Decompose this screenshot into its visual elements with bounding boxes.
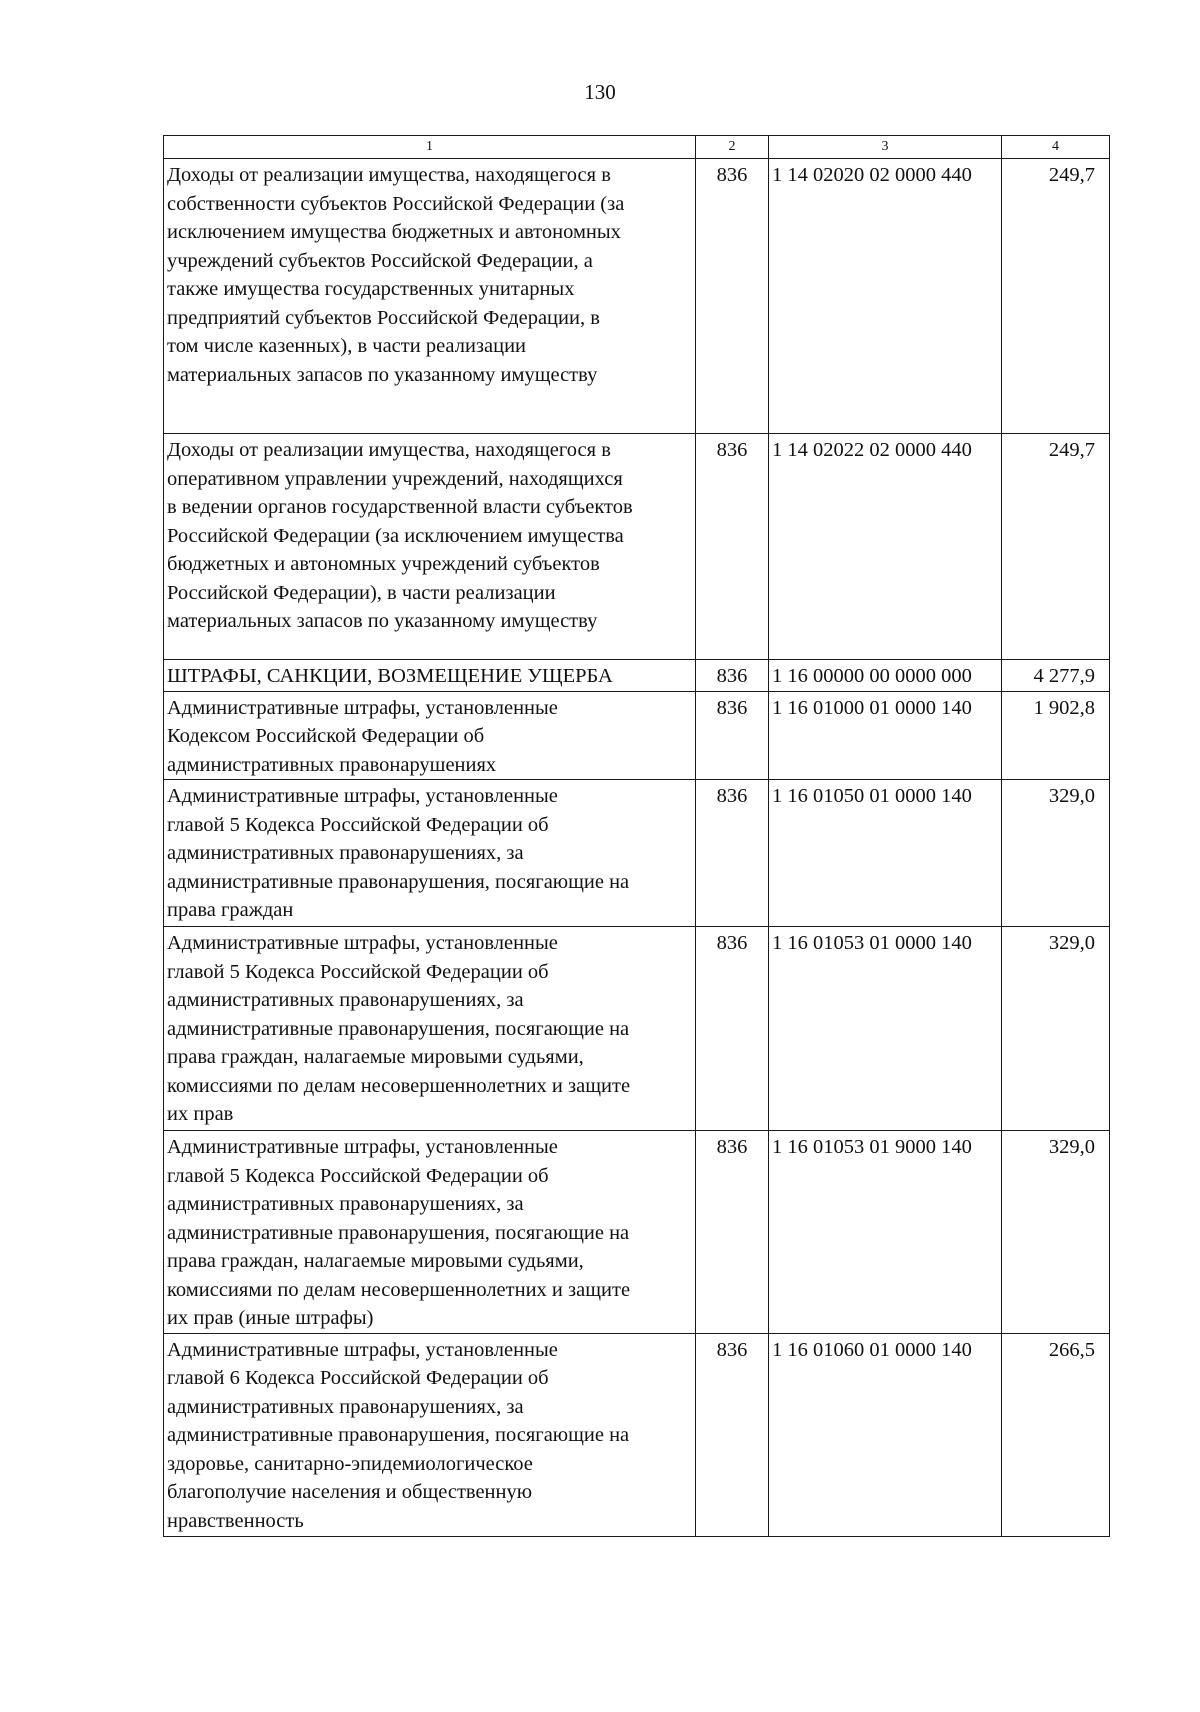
income-name-cell bbox=[164, 1333, 696, 1536]
administrator-code-cell: 836 bbox=[696, 660, 769, 692]
income-name-line: комиссиями по делам несовершеннолетних и защите bbox=[167, 1074, 631, 1097]
income-name-line: Кодексом Российской Федерации об bbox=[167, 725, 485, 747]
income-name-line: Доходы от реализации имущества, находящегося в bbox=[167, 164, 611, 186]
table-row bbox=[164, 780, 1110, 927]
income-name-line: Доходы от реализации имущества, находящегося в bbox=[167, 439, 611, 461]
income-name-line: главой 5 Кодекса Российской Федерации об bbox=[167, 960, 549, 983]
administrator-code-cell: 836 bbox=[696, 1333, 769, 1536]
administrator-code-cell: 836 bbox=[696, 780, 769, 927]
amount-cell: 266,5 bbox=[1002, 1333, 1110, 1536]
income-name-line: комиссиями по делам несовершеннолетних и защите bbox=[167, 1278, 631, 1301]
income-name-cell bbox=[164, 434, 696, 660]
income-name-line: нравственность bbox=[167, 1509, 304, 1532]
income-name-cell bbox=[164, 660, 696, 692]
administrator-code-cell: 836 bbox=[696, 691, 769, 780]
budget-classification-code-cell: 1 16 01053 01 0000 140 bbox=[769, 927, 1002, 1131]
income-name-line: благополучие населения и общественную bbox=[167, 1481, 533, 1503]
table-row bbox=[164, 691, 1110, 780]
income-name-line: оперативном управлении учреждений, находящихся bbox=[167, 467, 623, 490]
income-name-line: учреждений субъектов Российской Федерации, а bbox=[167, 249, 593, 272]
table-row bbox=[164, 660, 1110, 692]
income-name-line: исключением имущества бюджетных и автономных bbox=[167, 221, 621, 243]
income-name-line: административные правонарушения, посягающие на bbox=[167, 1424, 630, 1446]
budget-classification-code-cell: 1 16 01060 01 0000 140 bbox=[769, 1333, 1002, 1536]
income-name-line: административных правонарушениях bbox=[167, 753, 497, 776]
income-name-line: административные правонарушения, посягающие на bbox=[167, 1221, 630, 1244]
budget-classification-code-cell: 1 14 02020 02 0000 440 bbox=[769, 159, 1002, 434]
income-name-line: здоровье, санитарно-эпидемиологическое bbox=[167, 1452, 533, 1475]
income-name-line: Административные штрафы, установленные bbox=[167, 696, 558, 719]
income-name-line: административные правонарушения, посягающие на bbox=[167, 1017, 630, 1040]
income-name-line: их прав bbox=[167, 1103, 234, 1125]
income-name-line: права граждан, налагаемые мировыми судьями, bbox=[167, 1046, 584, 1068]
table-row bbox=[164, 1131, 1110, 1334]
income-name-line: бюджетных и автономных учреждений субъектов bbox=[167, 553, 600, 575]
income-name-line: права граждан bbox=[167, 899, 294, 921]
administrator-code-cell: 836 bbox=[696, 159, 769, 434]
table-row bbox=[164, 1333, 1110, 1536]
table-row bbox=[164, 927, 1110, 1131]
amount-cell: 1 902,8 bbox=[1002, 691, 1110, 780]
income-name-line: том числе казенных), в части реализации bbox=[167, 335, 527, 357]
revenue-table bbox=[163, 135, 1110, 1537]
budget-classification-code-cell: 1 16 00000 00 0000 000 bbox=[769, 660, 1002, 692]
income-name-line: Российской Федерации (за исключением имущества bbox=[167, 524, 624, 547]
income-name-line: главой 5 Кодекса Российской Федерации об bbox=[167, 813, 549, 836]
income-name-line: права граждан, налагаемые мировыми судьями, bbox=[167, 1250, 584, 1272]
income-name-line: собственности субъектов Российской Федерации (за bbox=[167, 192, 625, 215]
income-name-line: их прав (иные штрафы) bbox=[167, 1307, 374, 1329]
budget-classification-code-cell: 1 16 01000 01 0000 140 bbox=[769, 691, 1002, 780]
table-header-row bbox=[164, 136, 1110, 159]
income-name-cell bbox=[164, 927, 696, 1131]
income-name-cell bbox=[164, 691, 696, 780]
amount-cell: 249,7 bbox=[1002, 159, 1110, 434]
amount-cell: 4 277,9 bbox=[1002, 660, 1110, 692]
budget-classification-code-cell: 1 16 01050 01 0000 140 bbox=[769, 780, 1002, 927]
table-body bbox=[164, 159, 1110, 1537]
income-name-line: Административные штрафы, установленные bbox=[167, 785, 558, 807]
income-name-line: главой 6 Кодекса Российской Федерации об bbox=[167, 1367, 549, 1389]
income-name-line: в ведении органов государственной власти субъектов bbox=[167, 496, 633, 518]
income-name-cell bbox=[164, 780, 696, 927]
income-name-line: материальных запасов по указанному имуществу bbox=[167, 363, 598, 386]
table-row bbox=[164, 434, 1110, 660]
income-name-line: материальных запасов по указанному имуществу bbox=[167, 610, 598, 632]
column-header-3: 3 bbox=[769, 136, 1002, 159]
income-name-line: ШТРАФЫ, САНКЦИИ, ВОЗМЕЩЕНИЕ УЩЕРБА bbox=[167, 665, 613, 687]
amount-cell: 249,7 bbox=[1002, 434, 1110, 660]
amount-cell: 329,0 bbox=[1002, 927, 1110, 1131]
income-name-line: административных правонарушениях, за bbox=[167, 989, 524, 1011]
column-header-2: 2 bbox=[696, 136, 769, 159]
income-name-line: административные правонарушения, посягающие на bbox=[167, 870, 630, 893]
administrator-code-cell: 836 bbox=[696, 927, 769, 1131]
income-name-cell bbox=[164, 159, 696, 434]
income-name-line: Российской Федерации), в части реализации bbox=[167, 581, 556, 604]
budget-classification-code-cell: 1 16 01053 01 9000 140 bbox=[769, 1131, 1002, 1334]
income-name-line: административных правонарушениях, за bbox=[167, 842, 524, 864]
income-name-cell bbox=[164, 1131, 696, 1334]
income-name-line: главой 5 Кодекса Российской Федерации об bbox=[167, 1164, 549, 1187]
page-number: 130 bbox=[584, 80, 616, 104]
amount-cell: 329,0 bbox=[1002, 780, 1110, 927]
column-header-4: 4 bbox=[1002, 136, 1110, 159]
income-name-line: Административные штрафы, установленные bbox=[167, 1338, 558, 1361]
amount-cell: 329,0 bbox=[1002, 1131, 1110, 1334]
income-name-line: Административные штрафы, установленные bbox=[167, 1136, 558, 1158]
administrator-code-cell: 836 bbox=[696, 1131, 769, 1334]
income-name-line: также имущества государственных унитарных bbox=[167, 278, 575, 300]
income-name-line: Административные штрафы, установленные bbox=[167, 932, 558, 954]
income-name-line: административных правонарушениях, за bbox=[167, 1193, 524, 1215]
income-name-line: административных правонарушениях, за bbox=[167, 1395, 524, 1418]
administrator-code-cell: 836 bbox=[696, 434, 769, 660]
table-row bbox=[164, 159, 1110, 434]
budget-classification-code-cell: 1 14 02022 02 0000 440 bbox=[769, 434, 1002, 660]
income-name-line: предприятий субъектов Российской Федерации, в bbox=[167, 306, 600, 329]
column-header-1: 1 bbox=[164, 136, 696, 159]
